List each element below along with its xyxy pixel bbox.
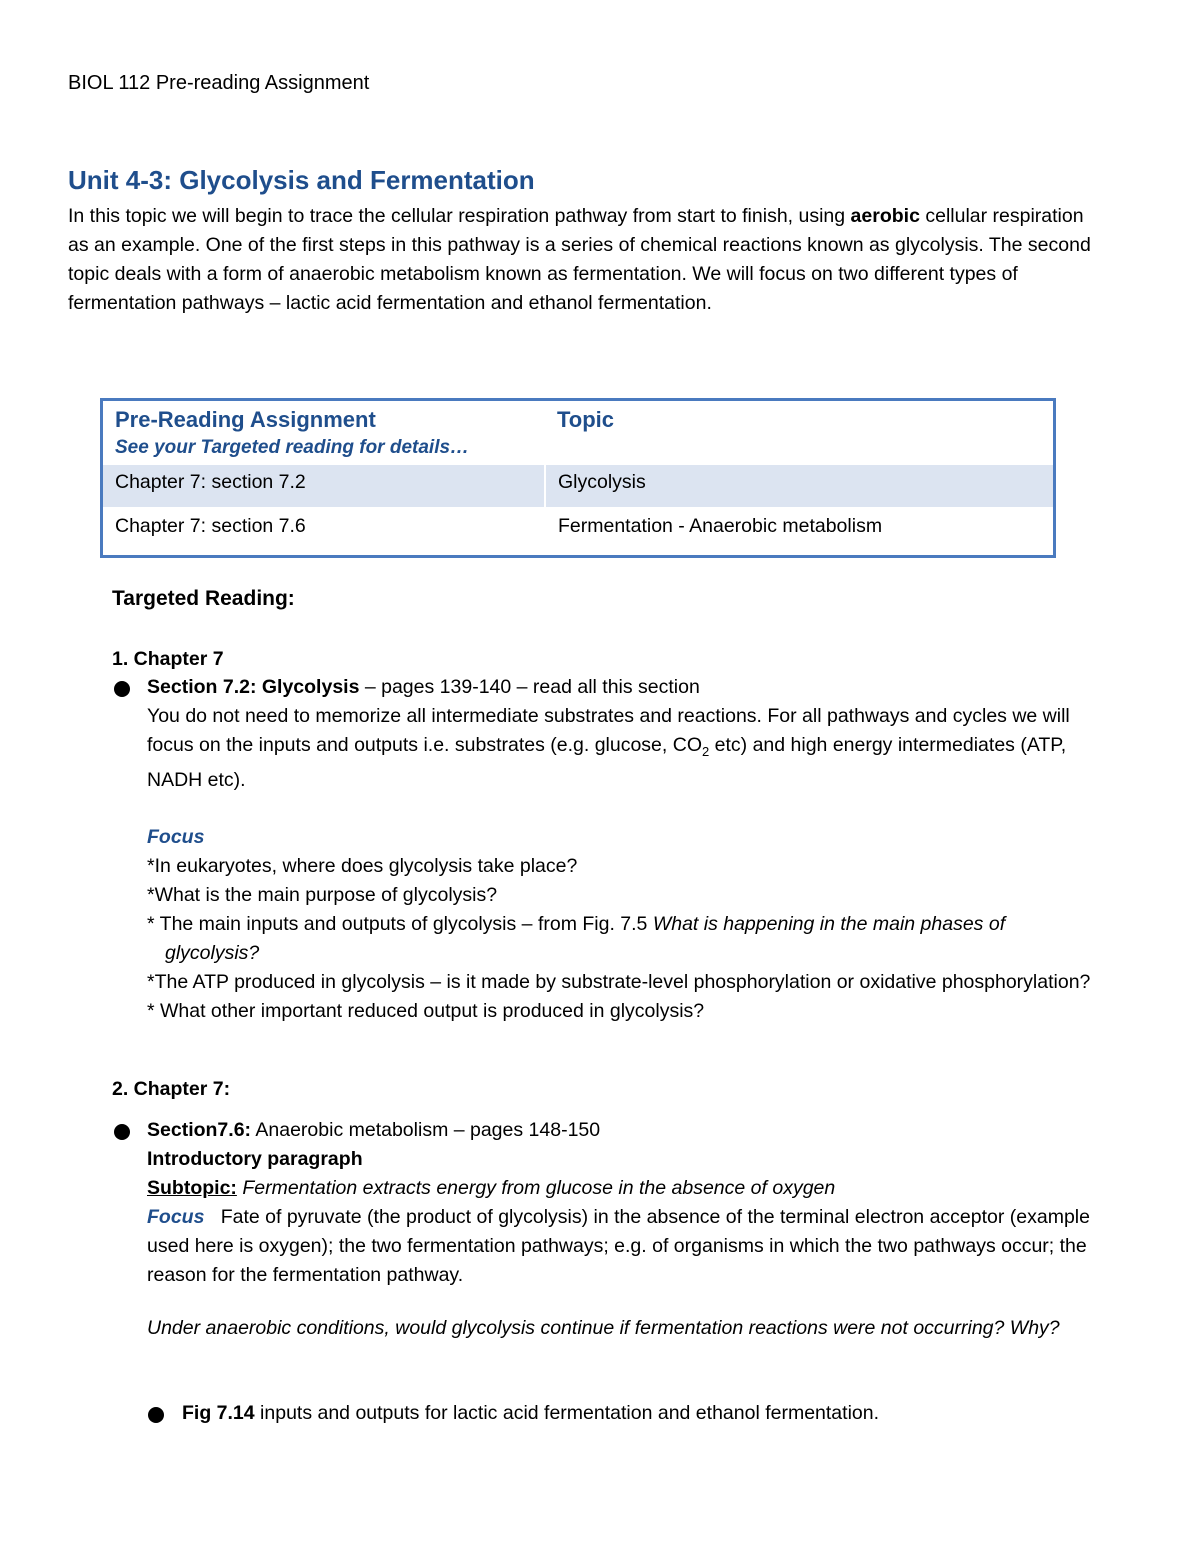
focus-question: *What is the main purpose of glycolysis? xyxy=(147,883,498,906)
bullet-icon xyxy=(114,681,130,697)
focus-question: * What other important reduced output is produced in glycolysis? xyxy=(147,999,705,1022)
section-7-6-pages: Anaerobic metabolism – pages 148-150 xyxy=(251,1119,601,1141)
table-row xyxy=(102,465,1055,507)
focus-label: Focus xyxy=(147,825,205,848)
section-7-2-pages: – pages 139-140 – read all this section xyxy=(359,676,700,698)
subtopic-label: Subtopic: xyxy=(147,1177,237,1199)
course-header: BIOL 112 Pre-reading Assignment xyxy=(68,72,370,94)
bullet-icon xyxy=(114,1124,130,1140)
intro-paragraph xyxy=(68,202,1098,318)
focus-question xyxy=(147,910,1092,968)
bullet-icon xyxy=(148,1407,164,1423)
focus-question: *In eukaryotes, where does glycolysis take place? xyxy=(147,854,578,877)
section-7-6-title: Section7.6: xyxy=(147,1119,252,1141)
table-header-row xyxy=(102,400,1055,466)
table-row xyxy=(102,507,1055,557)
focus-question: *The ATP produced in glycolysis – is it made by substrate-level phosphorylation or oxidative phosphorylation? xyxy=(147,970,1091,993)
table-cell-topic: Fermentation - Anaerobic metabolism xyxy=(558,515,883,537)
table-cell-topic: Glycolysis xyxy=(545,465,1055,507)
intro-part1: In this topic we will begin to trace the cellular respiration pathway from start to finish, using xyxy=(68,205,846,227)
table-cell-reading: Chapter 7: section 7.6 xyxy=(102,507,546,557)
focus-label: Focus xyxy=(147,1206,205,1228)
section-7-6-block xyxy=(147,1116,1097,1343)
introductory-paragraph-label: Introductory paragraph xyxy=(147,1148,363,1170)
col2-header: Topic xyxy=(557,407,615,432)
section-7-2-block xyxy=(147,673,1092,1026)
subtopic-text: Fermentation extracts energy from glucose in the absence of oxygen xyxy=(236,1177,836,1199)
subscript-2: 2 xyxy=(702,743,710,759)
assignment-table xyxy=(100,398,1056,558)
table-cell-reading: Chapter 7: section 7.2 xyxy=(102,465,546,507)
col1-header: Pre-Reading Assignment xyxy=(115,407,376,432)
header-cell-topic xyxy=(545,400,1055,466)
section-7-2-title: Section 7.2: Glycolysis xyxy=(147,676,360,698)
section-7-2-body xyxy=(147,702,1092,795)
chapter1-label: 1. Chapter 7 xyxy=(112,648,224,670)
section-7-2-line xyxy=(147,673,1092,702)
focus-paragraph xyxy=(147,1203,1097,1290)
intro-bold: aerobic xyxy=(850,205,920,227)
fig-7-14-text: inputs and outputs for lactic acid fermentation and ethanol fermentation. xyxy=(254,1402,880,1424)
header-cell-assignment xyxy=(102,400,546,466)
anaerobic-question: Under anaerobic conditions, would glycolysis continue if fermentation reactions were not occurring? Why? xyxy=(147,1317,1060,1339)
question-text: * The main inputs and outputs of glycolysis – from Fig. 7.5 xyxy=(147,912,653,935)
body-text: etc) and high energy intermediates (ATP, NADH etc). xyxy=(147,734,1067,791)
fig-7-14-label: Fig 7.14 xyxy=(182,1402,255,1424)
chapter2-label: 2. Chapter 7: xyxy=(112,1078,231,1100)
focus-text: Fate of pyruvate (the product of glycolysis) in the absence of the terminal electron acceptor (example used here is oxygen); the two fermentation pathways; e.g. of organisms in which the two pathways occur; the reason for the fermentation pathway. xyxy=(147,1206,1090,1286)
unit-title: Unit 4-3: Glycolysis and Fermentation xyxy=(68,165,535,195)
col1-subheader: See your Targeted reading for details… xyxy=(115,437,470,458)
targeted-reading-heading: Targeted Reading: xyxy=(112,587,295,610)
subtopic-line xyxy=(147,1174,1097,1203)
fig-7-14-line xyxy=(182,1399,879,1428)
section-7-6-line xyxy=(147,1116,1097,1145)
intro-part2: cellular respiration as an example. One of the first steps in this pathway is a series of chemical reactions known as glycolysis. The second topic deals with a form of anaerobic metabolism known as fermentation. We will focus on two different types of fermentation pathways – lactic acid fermentation and ethanol fermentation. xyxy=(68,205,1091,314)
body-text: You do not need to memorize all intermediate substrates and reactions. For all pathways and cycles we will focus on the inputs and outputs i.e. substrates (e.g. glucose, CO xyxy=(147,705,1070,756)
question-italic: What is happening in the main phases of glycolysis? xyxy=(165,912,1006,964)
